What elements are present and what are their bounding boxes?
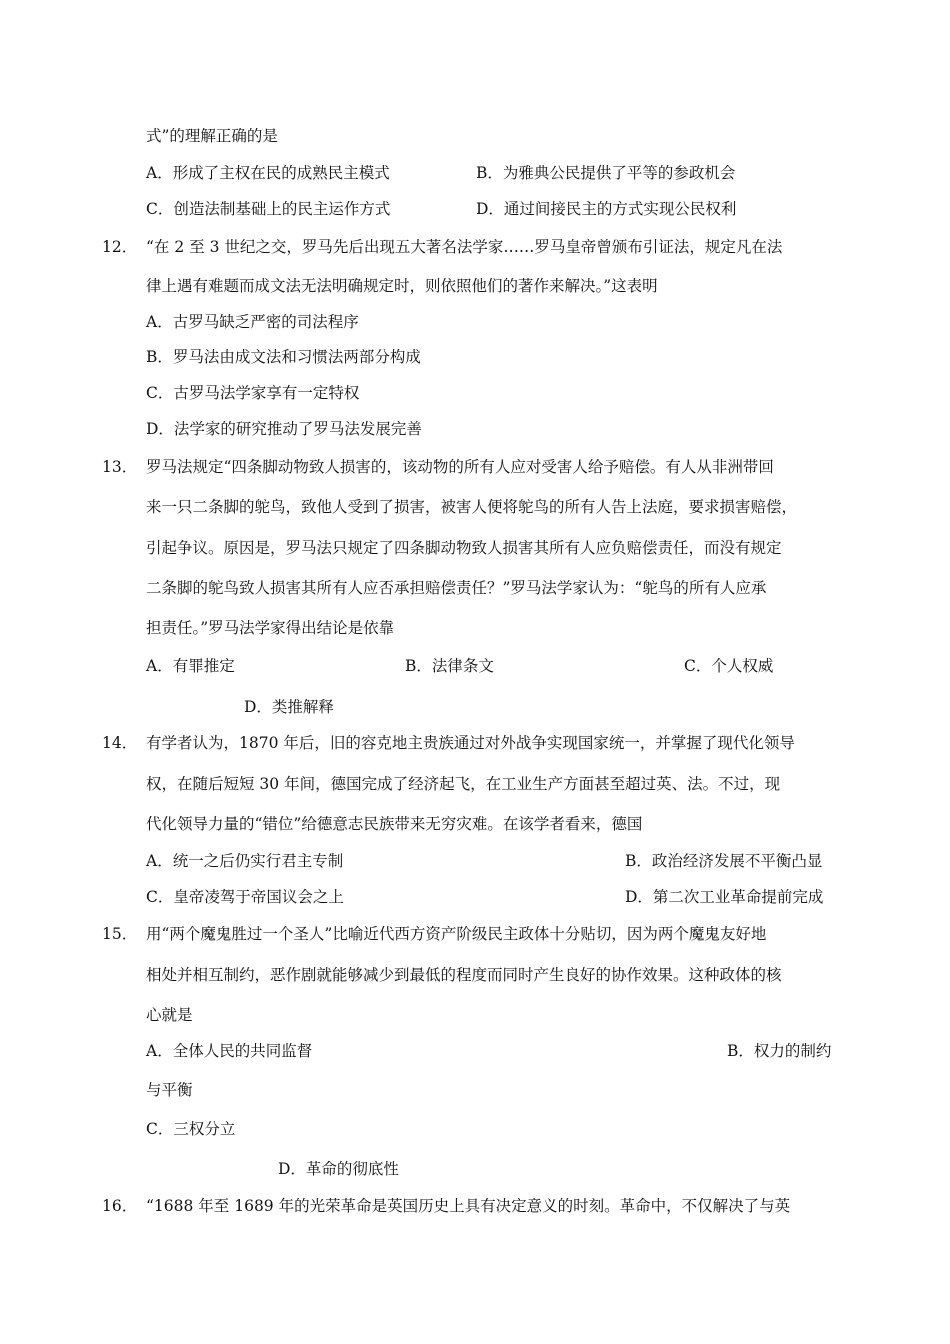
q12-stem-line-1: “在 2 至 3 世纪之交，罗马先后出现五大著名法学家……罗马皇帝曾颁布引证法，规定凡在法	[146, 238, 783, 256]
q14-option-c: C．皇帝凌驾于帝国议会之上	[146, 888, 344, 906]
q15-option-b: B．权力的制约	[727, 1042, 832, 1060]
q13-option-d: D．类推解释	[244, 698, 334, 716]
q15-option-d: D．革命的彻底性	[278, 1160, 399, 1178]
q14-option-d: D．第二次工业革命提前完成	[625, 888, 824, 906]
q14-number: 14．	[102, 734, 138, 752]
q11-option-a: A．形成了主权在民的成熟民主模式	[146, 164, 390, 182]
q12-option-a: A．古罗马缺乏严密的司法程序	[146, 313, 359, 331]
q13-number: 13．	[102, 458, 138, 476]
q15-option-c: C．三权分立	[146, 1120, 236, 1138]
q11-stem-tail: 式”的理解正确的是	[146, 127, 278, 145]
q14-option-a: A．统一之后仍实行君主专制	[146, 852, 344, 870]
q12-option-c: C．古罗马法学家享有一定特权	[146, 384, 360, 402]
q16-number: 16．	[102, 1197, 138, 1215]
q11-option-c: C．创造法制基础上的民主运作方式	[146, 200, 391, 218]
q15-stem-line-3: 心就是	[146, 1006, 193, 1024]
q12-stem-line-2: 律上遇有难题而成文法无法明确规定时，则依照他们的著作来解决。”这表明	[146, 277, 658, 295]
q15-stem-line-1: 用“两个魔鬼胜过一个圣人”比喻近代西方资产阶级民主政体十分贴切，因为两个魔鬼友好地	[146, 925, 767, 943]
q13-stem-line-1: 罗马法规定“四条脚动物致人损害的，该动物的所有人应对受害人给予赔偿。有人从非洲带回	[146, 458, 774, 476]
q13-stem-line-2: 来一只二条脚的鸵鸟，致他人受到了损害，被害人便将鸵鸟的所有人告上法庭，要求损害赔偿，	[146, 498, 798, 516]
q11-option-b: B．为雅典公民提供了平等的参政机会	[476, 164, 736, 182]
q14-stem-line-3: 代化领导力量的“错位”给德意志民族带来无穷灾难。在该学者看来，德国	[146, 815, 643, 833]
q15-option-b-continued: 与平衡	[146, 1081, 193, 1099]
q12-option-d: D．法学家的研究推动了罗马法发展完善	[146, 420, 422, 438]
q15-stem-line-2: 相处并相互制约，恶作剧就能够减少到最低的程度而同时产生良好的协作效果。这种政体的核	[146, 966, 782, 984]
q14-stem-line-2: 权，在随后短短 30 年间，德国完成了经济起飞，在工业生产方面甚至超过英、法。不过，现	[146, 775, 781, 793]
q13-stem-line-4: 二条脚的鸵鸟致人损害其所有人应否承担赔偿责任？”罗马法学家认为：“鸵鸟的所有人应承	[146, 579, 767, 597]
q14-option-b: B．政治经济发展不平衡凸显	[625, 852, 823, 870]
q12-option-b: B．罗马法由成文法和习惯法两部分构成	[146, 348, 421, 366]
q12-number: 12．	[102, 238, 138, 256]
q13-stem-line-3: 引起争议。原因是，罗马法只规定了四条脚动物致人损害其所有人应负赔偿责任，而没有规定	[146, 539, 782, 557]
q16-stem-line-1: “1688 年至 1689 年的光荣革命是英国历史上具有决定意义的时刻。革命中，不仅解决了与英	[146, 1197, 791, 1215]
q13-stem-line-5: 担责任。”罗马法学家得出结论是依靠	[146, 619, 395, 637]
q15-option-a: A．全体人民的共同监督	[146, 1042, 313, 1060]
q14-stem-line-1: 有学者认为，1870 年后，旧的容克地主贵族通过对外战争实现国家统一，并掌握了现代化领导	[146, 734, 795, 752]
q15-number: 15．	[102, 925, 138, 943]
q13-option-b: B．法律条文	[405, 657, 494, 675]
q13-option-a: A．有罪推定	[146, 657, 235, 675]
q11-option-d: D．通过间接民主的方式实现公民权利	[476, 200, 737, 218]
q13-option-c: C．个人权威	[684, 657, 774, 675]
